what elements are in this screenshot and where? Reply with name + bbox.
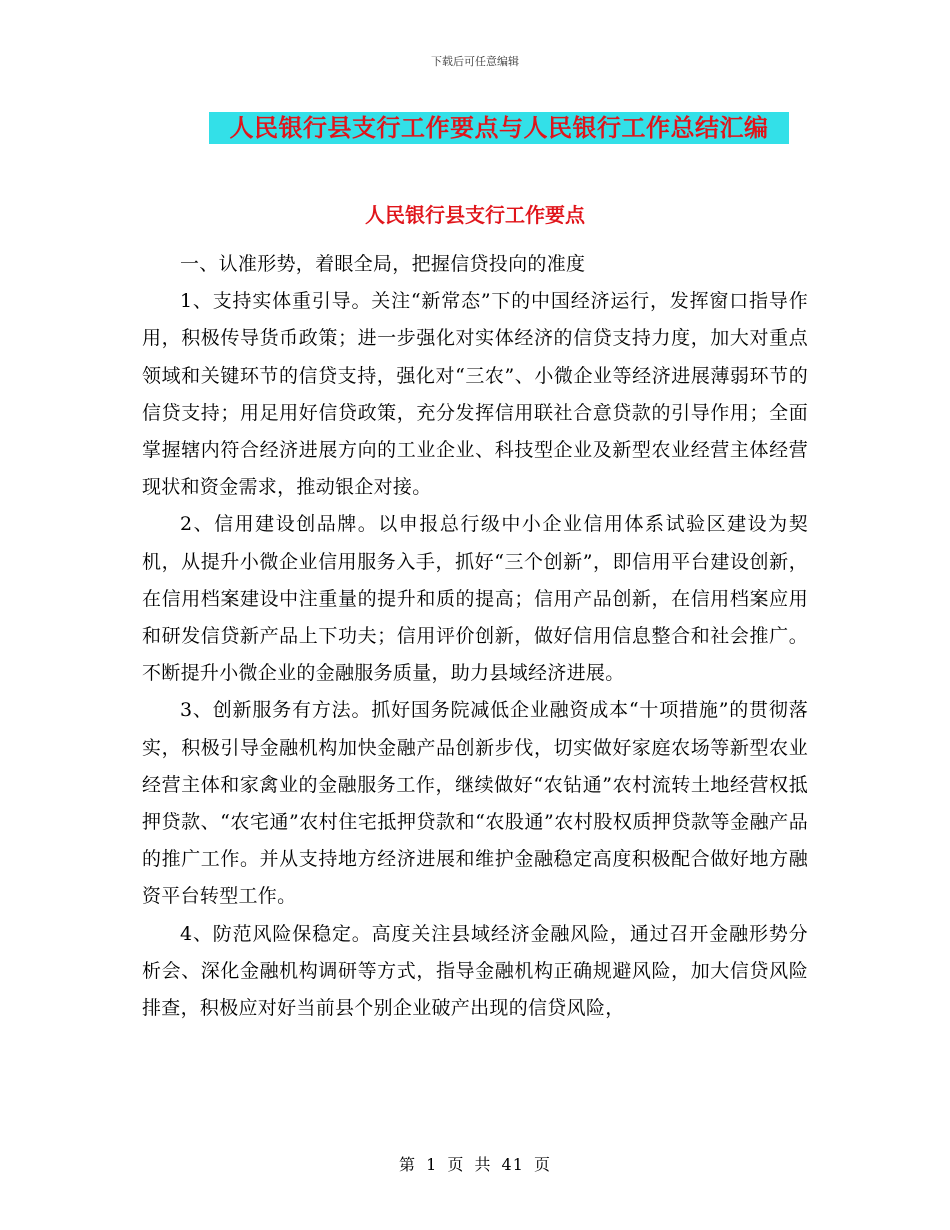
page-number-footer: 第 1 页 共 41 页: [399, 1155, 551, 1174]
document-body: [142, 246, 808, 1027]
paragraph: 3、创新服务有方法。抓好国务院减低企业融资成本“十项措施”的贯彻落实，积极引导金融机构加快金融产品创新步伐，切实做好家庭农场等新型农业经营主体和家禽业的金融服务工作，继续做好“农钻通”农村流转土地经营权抵押贷款、“农宅通”农村住宅抵押贷款和“农股通”农村股权质押贷款等金融产品的推广工作。并从支持地方经济进展和维护金融稳定高度积极配合做好地方融资平台转型工作。: [142, 699, 808, 908]
section-title: 人民银行县支行工作要点: [365, 203, 585, 227]
paragraph: 2、信用建设创品牌。以申报总行级中小企业信用体系试验区建设为契机，从提升小微企业信用服务入手，抓好“三个创新”，即信用平台建设创新，在信用档案建设中注重量的提升和质的提高；信用产品创新，在信用档案应用和研发信贷新产品上下功夫；信用评价创新，做好信用信息整合和社会推广。不断提升小微企业的金融服务质量，助力县域经济进展。: [142, 513, 808, 685]
paragraph-heading: 一、认准形势，着眼全局，把握信贷投向的准度: [180, 253, 586, 275]
document-title: 人民银行县支行工作要点与人民银行工作总结汇编: [209, 112, 789, 144]
paragraph: 4、防范风险保稳定。高度关注县域经济金融风险，通过召开金融形势分析会、深化金融机构调研等方式，指导金融机构正确规避风险，加大信贷风险排查，积极应对好当前县个别企业破产出现的信贷风险，: [142, 922, 808, 1020]
paragraph: 1、支持实体重引导。关注“新常态”下的中国经济运行，发挥窗口指导作用，积极传导货币政策；进一步强化对实体经济的信贷支持力度，加大对重点领域和关键环节的信贷支持，强化对“三农”、小微企业等经济进展薄弱环节的信贷支持；用足用好信贷政策，充分发挥信用联社合意贷款的引导作用；全面掌握辖内符合经济进展方向的工业企业、科技型企业及新型农业经营主体经营现状和资金需求，推动银企对接。: [142, 290, 808, 499]
page-header-note: 下载后可任意编辑: [431, 55, 519, 68]
